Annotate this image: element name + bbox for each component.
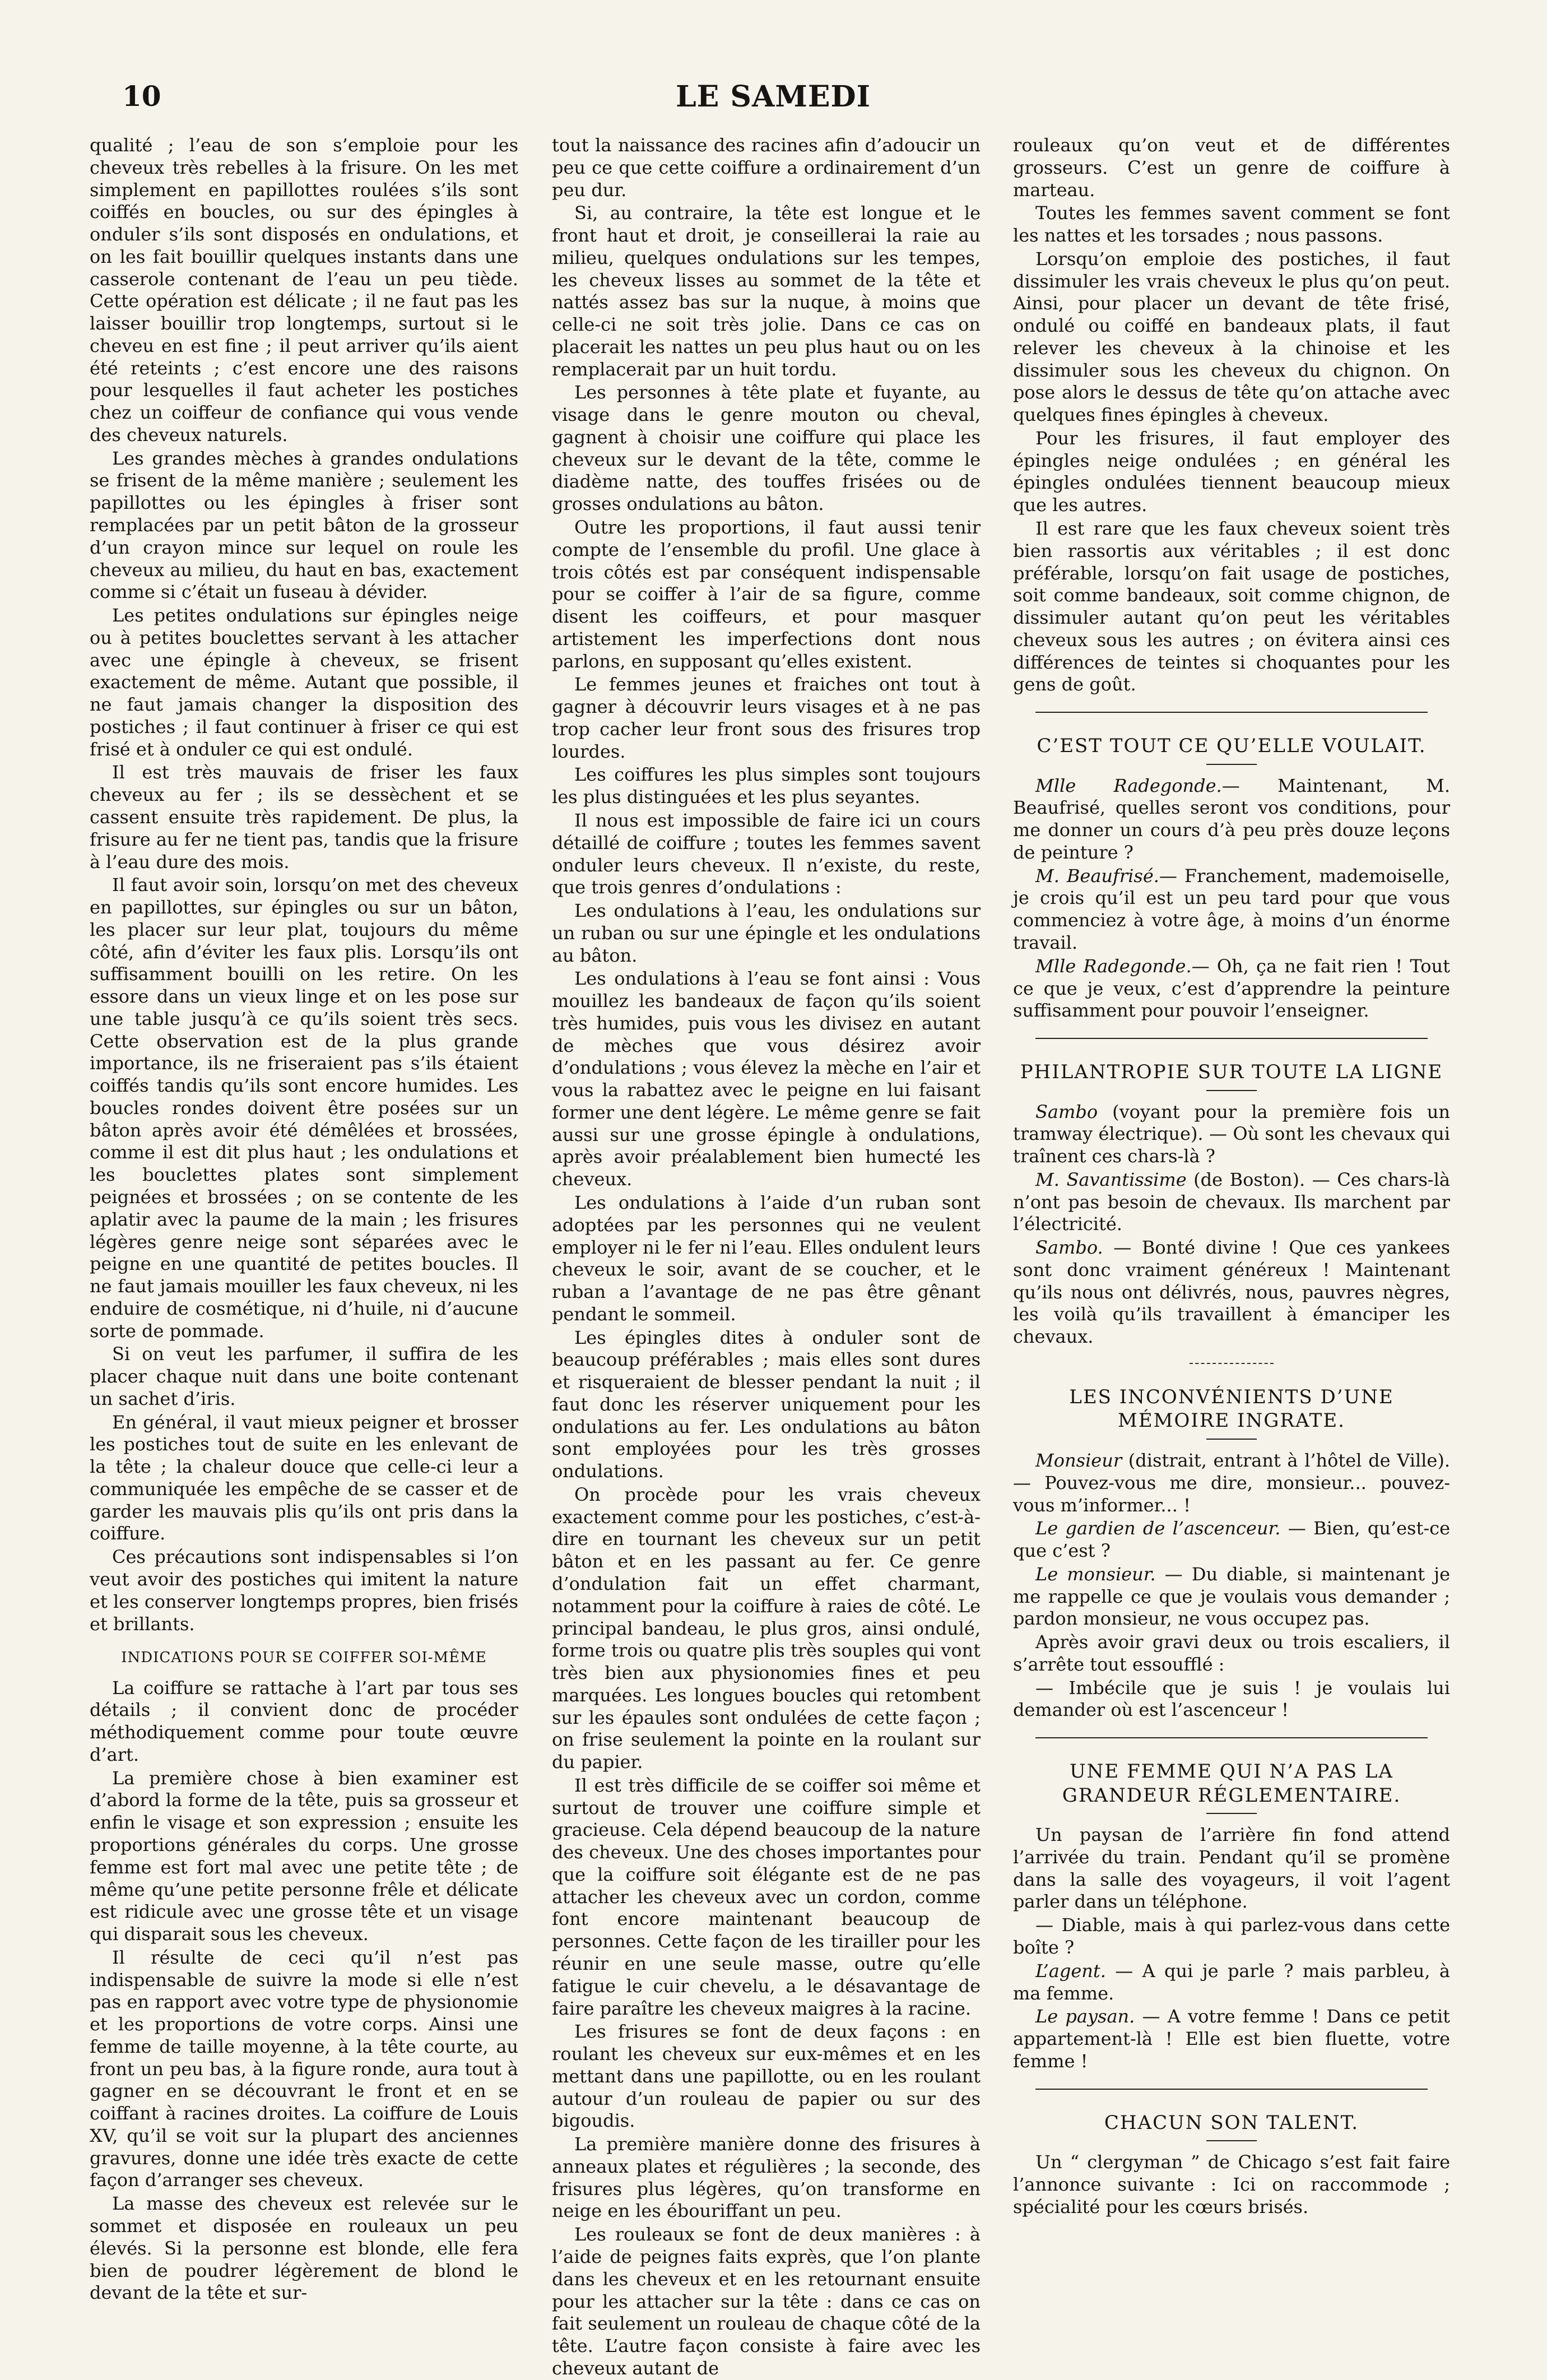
section-title: UNE FEMME QUI N’A PAS LA GRANDEUR RÉGLEMENTAIRE. [1062,1760,1401,1807]
speaker-name: L’agent. [1035,1960,1106,1982]
dialogue-text: Un paysan de l’arrière fin fond attend l’arrivée du train. Pendant qu’il se promène dans la salle des voyageurs, il voit l’agent parler dans un téléphone. [1013,1824,1450,1913]
paragraph: Il est rare que les faux cheveux soient très bien rassortis aux véritables ; il est donc préférable, lorsqu’on fait usage de postiches, soit comme bandeaux, soit comme chignon, de dissimuler autant qu’on peut les véritables cheveux sous les autres ; on évitera ainsi ces différences de teintes si choquantes pour les gens de goût. [1013,518,1450,695]
dialogue-text: — Oh, ça ne fait rien ! Tout ce que je veux, c’est d’apprendre la peinture suffisamment pour pouvoir l’enseigner. [1013,955,1451,1022]
paragraph: Il faut avoir soin, lorsqu’on met des cheveux en papillottes, sur épingles ou sur un bâton, les placer sur leur plat, toujours du même côté, afin d’éviter les faux plis. Lorsqu’ils ont suffisamment bouilli on les retire. On les essore dans un vieux linge et on les pose sur une table jusqu’à ce qu’ils soient très secs. Cette observation est de la plus grande importance, ils ne friseraient pas s’ils étaient coiffés tandis qu’ils sont encore humides. Les boucles rondes doivent être posées sur un bâton après avoir été démêlées et brossées, comme il est dit plus haut ; les ondulations et les bouclettes plates sont simplement peignées et brossées ; on se contente de les aplatir avec la paume de la main ; les frisures légères genre neige sont séparées avec le peigne en une quantité de petites boucles. Il ne faut jamais mouiller les faux cheveux, ni les enduire de cosmétique, ni d’huile, ni d’aucune sorte de pommade. [90,874,518,1342]
paragraph: rouleaux qu’on veut et de différentes grosseurs. C’est un genre de coiffure à marteau. [1013,134,1450,201]
paragraph: Les frisures se font de deux façons : en roulant les cheveux sur eux-mêmes et en les mettant dans une papillotte, ou en les roulant autour d’un rouleau de papier ou sur des bigoudis. [552,2021,981,2132]
title-rule [1206,764,1257,765]
speaker-name: M. Savantissime [1035,1168,1187,1190]
paragraph: Les ondulations à l’aide d’un ruban sont adoptées par les personnes qui ne veulent employer ni le fer ni l’eau. Elles ondulent leurs cheveux le soir, avant de se coucher, et le ruban a l’avantage de ne pas être gênant pendant le sommeil. [552,1191,981,1325]
paragraph: Pour les frisures, il faut employer des épingles neige ondulées ; en général les épingles ondulées tiennent beaucoup mieux que les autres. [1013,427,1450,516]
paragraph: Outre les proportions, il faut aussi tenir compte de l’ensemble du profil. Une glace à trois côtés est par conséquent indispensable pour se coiffer à l’air de sa figure, comme disent les coiffeurs, et pour masquer artistement les imperfections dont nous parlons, en supposant qu’elles existent. [552,517,981,672]
dialogue-text: Un “ clergyman ” de Chicago s’est fait faire l’annonce suivante : Ici on raccommode ; spécialité pour les cœurs brisés. [1013,2151,1450,2217]
paragraph: Les ondulations à l’eau se font ainsi : Vous mouillez les bandeaux de façon qu’ils soient très humides, puis vous les divisez en autant de mèches que vous désirez avoir d’ondulations ; vous élevez la mèche en l’air et vous la rabattez avec le peigne en lui faisant former une dent légère. Le même genre se fait aussi sur une grosse épingle à ondulations, après avoir préalablement bien humecté les cheveux. [552,968,981,1190]
dialogue-text: — Diable, mais à qui parlez-vous dans cette boîte ? [1013,1914,1450,1958]
paragraph: Les ondulations à l’eau, les ondulations sur un ruban ou sur une épingle et les ondulations au bâton. [552,900,981,966]
paragraph: La coiffure se rattache à l’art par tous ses détails ; il convient donc de procéder méthodiquement comme pour toute œuvre d’art. [90,1677,518,1765]
speaker-name: Mlle Radegonde. [1035,955,1192,977]
column-1 [90,134,518,2304]
speaker-name: Sambo [1035,1101,1098,1122]
section-divider [1035,1038,1428,1039]
speaker-name: Le gardien de l’ascenceur. [1035,1518,1281,1539]
speaker-name: Mlle Radegonde. [1035,774,1222,796]
column-2 [552,134,981,2379]
paragraph: Il est très difficile de se coiffer soi même et surtout de trouver une coiffure simple et gracieuse. Cela dépend beaucoup de la nature des cheveux. Une des choses importantes pour que la coiffure soit élégante est de ne pas attacher les cheveux avec un cordon, comme font encore maintenant beaucoup de personnes. Cette façon de les tirailler pour les réunir en une seule masse, outre qu’elle fatigue le cuir chevelu, a le désavantage de faire paraître les cheveux maigres à la racine. [552,1774,981,2019]
section-title: LES INCONVÉNIENTS D’UNE MÉMOIRE INGRATE. [1069,1385,1394,1432]
section-divider [1035,1737,1428,1738]
paragraph: Il nous est impossible de faire ici un cours détaillé de coiffure ; toutes les femmes savent onduler leurs cheveux. Il n’existe, du reste, que trois genres d’ondulations : [552,809,981,898]
speaker-name: Le paysan. [1035,2006,1135,2028]
title-rule [1206,1439,1257,1440]
paragraph: Il est très mauvais de friser les faux cheveux au fer ; ils se dessèchent et se cassent ensuite très rapidement. De plus, la frisure au fer ne tient pas, tandis que la frisure à l’eau dure des mois. [90,762,518,873]
dialogue-text: — Maintenant, M. Beaufrisé, quelles seront vos conditions, pour me donner un cours d’à peu près douze leçons de peinture ? [1013,774,1450,863]
dialogue-text: (de Boston). — Ces chars-là n’ont pas besoin de chevaux. Ils marchent par l’électricité. [1013,1168,1451,1235]
paragraph: Le femmes jeunes et fraiches ont tout à gagner à découvrir leurs visages et à ne pas trop cacher leur front sous des frisures trop lourdes. [552,674,981,762]
paragraph: tout la naissance des racines afin d’adoucir un peu ce que cette coiffure a ordinairement d’un peu dur. [552,134,981,201]
paragraph: Les grandes mèches à grandes ondulations se frisent de la même manière ; seulement les papillottes ou les épingles à friser sont remplacées par un petit bâton de la grosseur d’un crayon mince sur lequel on roule les cheveux au milieu, du haut en bas, exactement comme si c’était un fuseau à dévider. [90,447,518,603]
dialogue-text: — Franchement, mademoiselle, je crois qu’il est un peu tard pour que vous commenciez à votre âge, à moins d’un énorme travail. [1013,865,1450,953]
speaker-name: Sambo. [1035,1237,1103,1259]
dialogue-text: — Imbécile que je suis ! je voulais lui demander où est l’ascenceur ! [1013,1677,1450,1721]
speaker-name: Le monsieur. [1035,1563,1156,1585]
paragraph: Les épingles dites à onduler sont de beaucoup préférables ; mais elles sont dures et risqueraient de blesser pendant la nuit ; il faut donc les réserver uniquement pour les ondulations au fer. Les ondulations au bâton sont employées pour les très grosses ondulations. [552,1326,981,1482]
column-3 [1013,134,1451,2217]
paragraph: La première manière donne des frisures à anneaux plates et régulières ; la seconde, des frisures plus légères, qu’on transforme en neige en les ébouriffant un peu. [552,2133,981,2222]
paragraph: Les rouleaux se font de deux manières : à l’aide de peignes faits exprès, que l’on plante dans les cheveux et en les retournant ensuite pour les attacher sur la tête : dans ce cas on fait seulement un rouleau de chaque côté de la tête. L’autre façon consiste à faire avec les cheveux autant de [552,2224,981,2379]
section-divider [1035,2089,1428,2090]
paragraph: La masse des cheveux est relevée sur le sommet et disposée en rouleaux un peu élevés. Si la personne est blonde, elle fera bien de poudrer légèrement de blond le devant de la tête et sur- [90,2193,518,2304]
paragraph: Les petites ondulations sur épingles neige ou à petites bouclettes servant à les attacher avec une épingle à cheveux, se frisent exactement de même. Autant que possible, il ne faut jamais changer la disposition des postiches ; il faut continuer à friser ce qui est frisé et à onduler ce qui est ondulé. [90,605,518,760]
dialogue-text: — A qui je parle ? mais parbleu, à ma femme. [1013,1960,1450,2004]
paragraph: La première chose à bien examiner est d’abord la forme de la tête, puis sa grosseur et enfin le visage et son expression ; ensuite les proportions générales du corps. Une grosse femme est fort mal avec une petite tête ; de même qu’une petite personne frêle et délicate est ridicule avec une grosse tête et un visage qui disparait sous les cheveux. [90,1767,518,1945]
title-rule [1206,1090,1257,1091]
paragraph: Lorsqu’on emploie des postiches, il faut dissimuler les vrais cheveux le plus qu’on peut. Ainsi, pour placer un devant de tête frisé, ondulé ou coiffé en bandeaux plats, il faut relever les cheveux à la chinoise et les dissimuler sous les cheveux du chignon. On pose alors le dessus de tête qu’on attache avec quelques fines épingles à cheveux. [1013,248,1450,426]
paragraph: Les personnes à tête plate et fuyante, au visage dans le genre mouton ou cheval, gagnent à choisir une coiffure qui place les cheveux sur le devant de la tête, comme le diadème natte, des touffes frisées ou de grosses ondulations au bâton. [552,382,981,515]
title-rule [1206,1813,1257,1814]
dialogue-text: — Bonté divine ! Que ces yankees sont donc vraiment généreux ! Maintenant qu’ils nous ont délivrés, nous, pauvres nègres, les voilà qu’ils travaillent à émanciper les chevaux. [1013,1237,1450,1348]
journal-title: LE SAMEDI [676,80,871,114]
paragraph: Si, au contraire, la tête est longue et le front haut et droit, je conseillerai la raie au milieu, quelques ondulations sur les tempes, les cheveux lisses au sommet de la tête et nattés assez bas sur la nuque, à moins que celle-ci ne soit très jolie. Dans ce cas on placerait les nattes un peu plus haut ou on les remplacerait par un huit tordu. [552,202,981,380]
page-number: 10 [122,80,161,113]
speaker-name: M. Beaufrisé. [1035,865,1159,887]
paragraph: qualité ; l’eau de son s’emploie pour les cheveux très rebelles à la frisure. On les met simplement en papillottes roulées s’ils sont coiffés en boucles, ou sur des épingles à onduler s’ils sont disposés en ondulations, et on les fait bouillir quelques instants dans une casserole contenant de l’eau un peu tiède. Cette opération est délicate ; il ne faut pas les laisser bouillir trop longtemps, surtout si le cheveu en est fine ; il peut arriver qu’ils aient été reteints ; c’est encore une des raisons pour lesquelles il faut acheter les postiches chez un coiffeur de confiance qui vous vende des cheveux naturels. [90,134,518,446]
section-divider [1035,712,1428,713]
speaker-name: Monsieur [1035,1449,1122,1471]
subheading: INDICATIONS POUR SE COIFFER SOI-MÊME [121,1649,487,1667]
dialogue-text: — A votre femme ! Dans ce petit appartement-là ! Elle est bien fluette, votre femme ! [1013,2006,1451,2072]
section-title: PHILANTROPIE SUR TOUTE LA LIGNE [1020,1061,1443,1084]
paragraph: Il résulte de ceci qu’il n’est pas indispensable de suivre la mode si elle n’est pas en rapport avec votre type de physionomie et les proportions de votre corps. Ainsi une femme de taille moyenne, à la tête courte, au front un peu bas, à la figure ronde, aura tout à gagner en se découvrant le front et en se coiffant à racines droites. La coiffure de Louis XV, qu’il se voit sur la plupart des anciennes gravures, donne une idée très exacte de cette façon d’arranger ses cheveux. [90,1946,518,2191]
section-title: CHACUN SON TALENT. [1104,2111,1359,2134]
title-rule [1206,2140,1257,2141]
paragraph: Toutes les femmes savent comment se font les nattes et les torsades ; nous passons. [1013,202,1450,247]
section-divider [1190,1363,1274,1364]
dialogue-text: (voyant pour la première fois un tramway électrique). — Où sont les chevaux qui traînent ces chars-là ? [1013,1101,1450,1167]
paragraph: En général, il vaut mieux peigner et brosser les postiches tout de suite en les enlevant de la tête ; la chaleur douce que celle-ci leur a communiquée les empêche de se casser et de garder les mauvais plis qu’ils ont pris dans la coiffure. [90,1411,518,1544]
paragraph: Si on veut les parfumer, il suffira de les placer chaque nuit dans une boite contenant un sachet d’iris. [90,1343,518,1409]
dialogue-text: — Du diable, si maintenant je me rappelle ce que je voulais vous demander ; pardon monsieur, ne vous occupez pas. [1013,1563,1451,1630]
paragraph: On procède pour les vrais cheveux exactement comme pour les postiches, c’est-à-dire en tournant les cheveux sur un petit bâton et en les passant au fer. Ce genre d’ondulation fait un effet charmant, notamment pour la coiffure à raies de côté. Le principal bandeau, le plus gros, ainsi ondulé, forme trois ou quatre plis très souples qui vont très bien aux physionomies fines et peu marquées. Les longues boucles qui retombent sur les épaules sont ondulées de cette façon ; on frise seulement la pointe en la roulant sur du papier. [552,1483,981,1773]
dialogue-text: Après avoir gravi deux ou trois escaliers, il s’arrête tout essoufflé : [1013,1631,1450,1675]
dialogue-text: — Bien, qu’est-ce que c’est ? [1013,1518,1451,1562]
dialogue-text: (distrait, entrant à l’hôtel de Ville). — Pouvez-vous me dire, monsieur... pouvez-vous m’informer... ! [1013,1449,1450,1516]
section-title: C’EST TOUT CE QU’ELLE VOULAIT. [1037,735,1427,758]
paragraph: Ces précautions sont indispensables si l’on veut avoir des postiches qui imitent la nature et les conserver longtemps propres, bien frisés et brillants. [90,1546,518,1635]
paragraph: Les coiffures les plus simples sont toujours les plus distinguées et les plus seyantes. [552,764,981,808]
